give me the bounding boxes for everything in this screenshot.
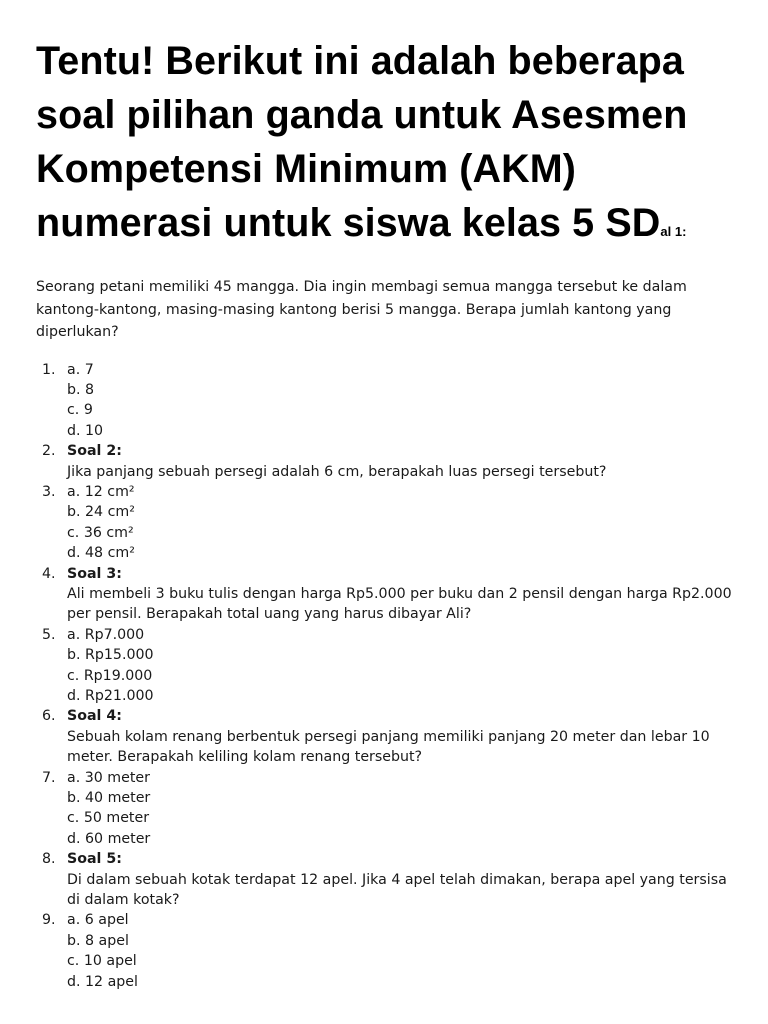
- list-item-question: [36, 849, 732, 910]
- list-item-options: [36, 482, 732, 564]
- option-b: b. 8 apel: [67, 932, 129, 949]
- intro-question: Seorang petani memiliki 45 mangga. Dia ingin membagi semua mangga tersebut ke dalam kantong-kantong, masing-masing kantong berisi 5 mangga. Berapa jumlah kantong yang diperlukan?: [36, 279, 687, 340]
- item-number: 8.: [42, 851, 56, 868]
- question-text: Ali membeli 3 buku tulis dengan harga Rp5.000 per buku dan 2 pensil dengan harga Rp2.000 per pensil. Berapakah total uang yang harus dibayar Ali?: [67, 585, 732, 623]
- option-d: d. 10: [67, 422, 104, 439]
- item-number: 6.: [42, 708, 56, 725]
- item-number: 2.: [42, 443, 56, 460]
- option-a: a. 7: [67, 361, 94, 378]
- list-item-options: [36, 625, 732, 707]
- question-text: Di dalam sebuah kotak terdapat 12 apel. Jika 4 apel telah dimakan, berapa apel yang tersisa di dalam kotak?: [67, 871, 727, 909]
- list-item-options: [36, 910, 732, 992]
- list-item-question: [36, 706, 732, 767]
- list-item-options: [36, 360, 732, 442]
- question-heading: Soal 4:: [67, 708, 122, 725]
- option-b: b. 40 meter: [67, 790, 151, 807]
- option-b: b. Rp15.000: [67, 647, 154, 664]
- item-number: 3.: [42, 483, 56, 500]
- option-b: b. 24 cm²: [67, 504, 135, 521]
- item-number: 7.: [42, 769, 56, 786]
- option-c: c. 9: [67, 402, 93, 419]
- option-c: c. Rp19.000: [67, 667, 153, 684]
- list-item-options: [36, 768, 732, 850]
- question-text: Jika panjang sebuah persegi adalah 6 cm, berapakah luas persegi tersebut?: [67, 463, 607, 480]
- question-heading: Soal 5:: [67, 851, 122, 868]
- question-text: Sebuah kolam renang berbentuk persegi panjang memiliki panjang 20 meter dan lebar 10 meter. Berapakah keliling kolam renang tersebut?: [67, 728, 710, 766]
- title-suffix: al 1:: [660, 224, 687, 239]
- option-c: c. 50 meter: [67, 810, 150, 827]
- option-d: d. Rp21.000: [67, 688, 154, 704]
- option-a: a. 30 meter: [67, 769, 150, 786]
- option-a: a. Rp7.000: [67, 626, 145, 643]
- question-heading: Soal 3:: [67, 565, 122, 582]
- option-d: d. 60 meter: [67, 830, 151, 847]
- list-item-question: [36, 564, 732, 625]
- item-number: 5.: [42, 626, 56, 643]
- option-a: a. 12 cm²: [67, 483, 135, 500]
- option-d: d. 48 cm²: [67, 545, 135, 562]
- item-number: 4.: [42, 565, 56, 582]
- list-item-question: [36, 441, 732, 482]
- item-number: 1.: [42, 361, 56, 378]
- option-c: c. 36 cm²: [67, 524, 134, 541]
- option-c: c. 10 apel: [67, 953, 137, 970]
- option-d: d. 12 apel: [67, 973, 138, 990]
- title-text: Tentu! Berikut ini adalah beberapa soal pilihan ganda untuk Asesmen Kompetensi Minimum (AKM) numerasi untuk siswa kelas 5 SD: [36, 39, 688, 245]
- item-number: 9.: [42, 912, 56, 929]
- option-a: a. 6 apel: [67, 912, 129, 929]
- document-title: [36, 34, 732, 259]
- option-b: b. 8: [67, 381, 95, 398]
- question-heading: Soal 2:: [67, 443, 122, 460]
- question-list: [36, 360, 732, 993]
